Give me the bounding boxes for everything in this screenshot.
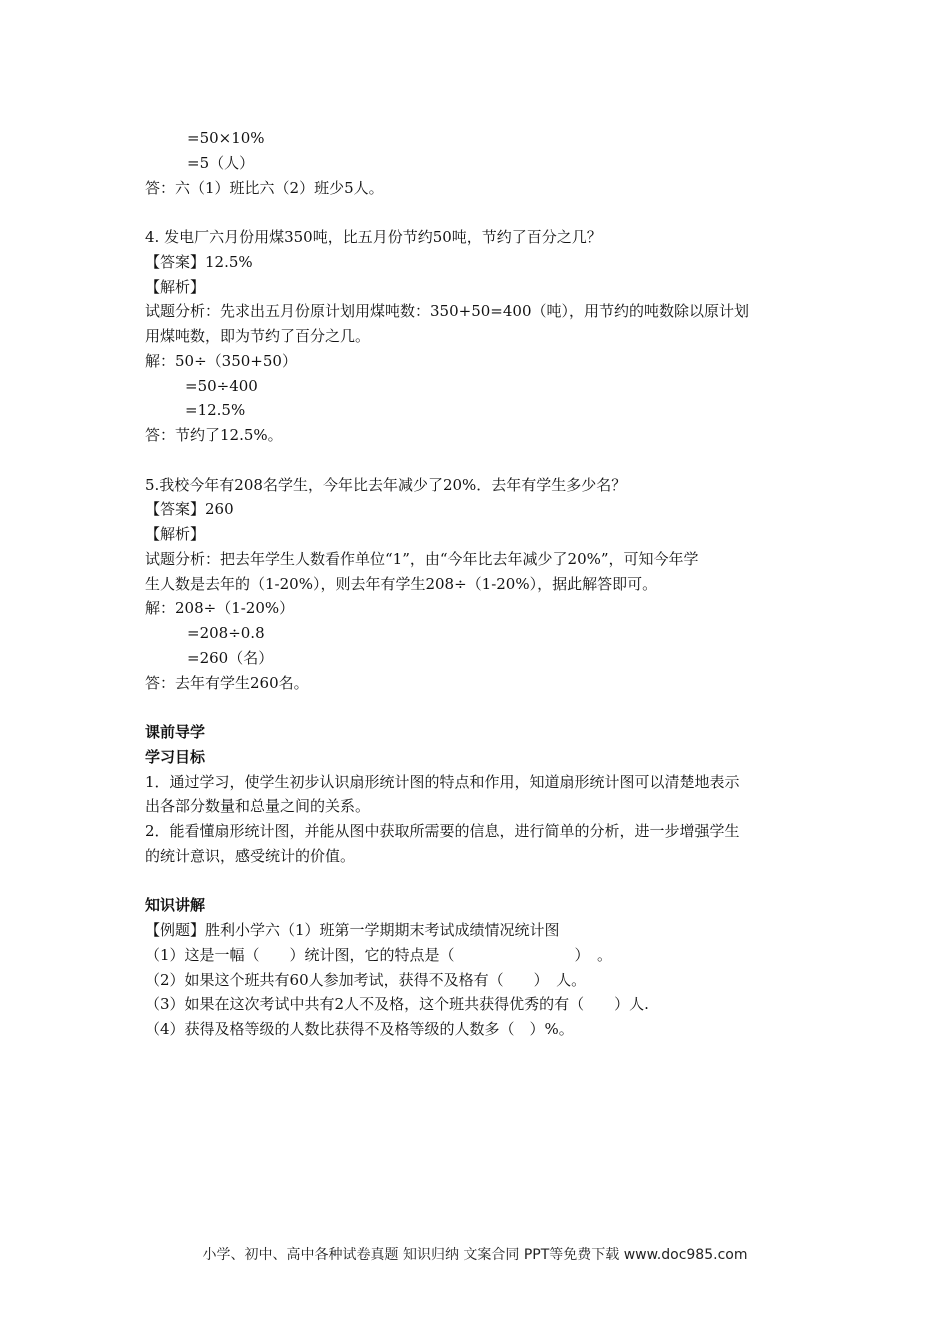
goal-text: 1．通过学习，使学生初步认识扇形统计图的特点和作用，知道扇形统计图可以清楚地表示 [145, 772, 740, 791]
example-item: （2）如果这个班共有60人参加考试，获得不及格有（ ） 人。 [145, 970, 587, 989]
analysis-label: 【解析】 [145, 277, 206, 296]
answer-line: 答：去年有学生260名。 [145, 673, 309, 692]
page-footer: 小学、初中、高中各种试卷真题 知识归纳 文案合同 PPT等免费下载 www.doc985.com [202, 1247, 748, 1263]
example-item: （1）这是一幅（ ）统计图，它的特点是（ ） 。 [145, 945, 613, 964]
answer-label: 【答案】12.5% [145, 252, 253, 271]
example-item: （3）如果在这次考试中共有2人不及格，这个班共获得优秀的有（ ）人. [145, 995, 649, 1014]
question-4: 4. 发电厂六月份用煤350吨，比五月份节约50吨，节约了百分之几？ [145, 228, 602, 246]
calc-step: =5（人） [187, 153, 255, 172]
calc-step: =12.5% [185, 401, 246, 420]
analysis-text: 试题分析：把去年学生人数看作单位“1”，由“今年比去年减少了20%”，可知今年学 [145, 549, 699, 568]
example-item: （4）获得及格等级的人数比获得不及格等级的人数多（ ）%。 [145, 1020, 574, 1038]
analysis-text: 用煤吨数，即为节约了百分之几。 [145, 327, 371, 345]
analysis-text: 试题分析：先求出五月份原计划用煤吨数：350+50=400（吨），用节约的吨数除以原计划 [145, 302, 749, 321]
example-title: 【例题】胜利小学六（1）班第一学期期末考试成绩情况统计图 [145, 921, 560, 939]
goal-text: 的统计意识，感受统计的价值。 [145, 846, 356, 865]
analysis-label: 【解析】 [145, 525, 206, 543]
document-body [145, 126, 810, 1042]
answer-label: 【答案】260 [145, 500, 234, 519]
subsection-heading: 学习目标 [145, 747, 206, 766]
analysis-text: 生人数是去年的（1-20%），则去年有学生208÷（1-20%），据此解答即可。 [145, 574, 658, 593]
solution-line: 解：208÷（1-20%） [145, 599, 295, 618]
goal-text: 出各部分数量和总量之间的关系。 [145, 797, 371, 816]
calc-step: =208÷0.8 [187, 624, 265, 642]
question-5: 5.我校今年有208名学生，今年比去年减少了20%．去年有学生多少名？ [145, 475, 627, 494]
goal-text: 2．能看懂扇形统计图，并能从图中获取所需要的信息，进行简单的分析，进一步增强学生 [145, 822, 740, 840]
calc-step: =50÷400 [185, 376, 258, 395]
answer-line: 答：节约了12.5%。 [145, 426, 283, 444]
section-heading: 课前导学 [145, 723, 206, 741]
calc-step: =50×10% [187, 129, 265, 147]
answer-line: 答：六（1）班比六（2）班少5人。 [145, 178, 384, 197]
solution-line: 解：50÷（350+50） [145, 351, 297, 370]
calc-step: =260（名） [187, 648, 274, 667]
section-heading: 知识讲解 [145, 896, 206, 915]
